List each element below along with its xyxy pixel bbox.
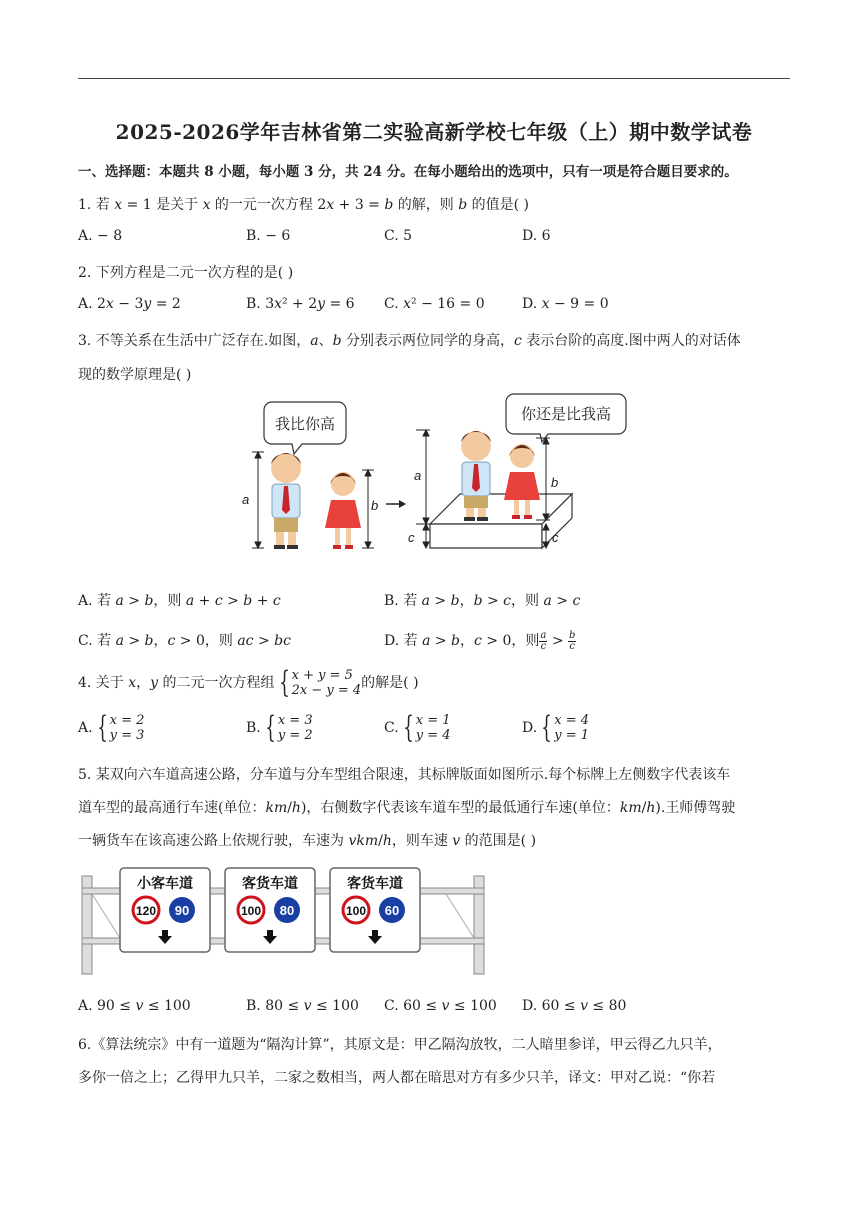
min-speed-value: 60	[384, 903, 400, 918]
fraction-b-over-c: $\frac{b}{c}$	[569, 629, 576, 652]
label-c-right: c	[552, 530, 559, 545]
speech-bubble-left	[264, 402, 346, 454]
bubble-right-text: 你还是比我高	[520, 406, 612, 423]
q2-stem: 2. 下列方程是二元一次方程的是( )	[78, 265, 294, 281]
q3-stem-line1: 3. 不等关系在生活中广泛存在.如图，𝑎、𝑏 分别表示两位同学的身高，𝑐 表示台阶的高度.图中两人的对话体	[78, 333, 741, 349]
q5-option-d: D. 60 ≤ 𝑣 ≤ 80	[522, 998, 627, 1014]
q4-stem-pre: 4. 关于 𝑥，𝑦 的二元一次方程组	[78, 675, 275, 691]
q5-option-c: C. 60 ≤ 𝑣 ≤ 100	[384, 998, 497, 1014]
q3-option-d	[384, 630, 576, 652]
q3-option-d-gt: >	[551, 633, 564, 649]
dimension-c-left	[423, 524, 429, 548]
q1-option-a: A. − 8	[78, 228, 123, 244]
q2-option-b: B. 3𝑥² + 2𝑦 = 6	[246, 296, 355, 312]
q5-option-b: B. 80 ≤ 𝑣 ≤ 100	[246, 998, 359, 1014]
q3-option-b: B. 若 𝑎 > 𝑏，𝑏 > 𝑐，则 𝑎 > 𝑐	[384, 593, 581, 609]
header-rule	[78, 78, 790, 79]
q4-option-d: D. { 𝑥 = 4 𝑦 = 1	[522, 710, 590, 745]
q4-option-c: C. { 𝑥 = 1 𝑦 = 4	[384, 710, 451, 745]
q4-stem	[78, 665, 419, 700]
q2-option-a: A. 2𝑥 − 3𝑦 = 2	[78, 296, 181, 312]
q5-option-a: A. 90 ≤ 𝑣 ≤ 100	[78, 998, 191, 1014]
q3-option-c: C. 若 𝑎 > 𝑏，𝑐 > 0，则 𝑎𝑐 > 𝑏𝑐	[78, 633, 291, 649]
q4-option-b: B. { 𝑥 = 3 𝑦 = 2	[246, 710, 313, 745]
label-c-left: c	[408, 530, 415, 545]
q5-speed-sign-figure	[80, 864, 488, 978]
q4-stem-post: 的解是( )	[361, 675, 419, 691]
label-b-right: b	[551, 475, 559, 490]
boy-right	[461, 431, 491, 521]
dimension-a-left	[252, 452, 264, 548]
q6-stem-line1: 6.《算法统宗》中有一道题为“隔沟计算”，其原文是：甲乙隔沟放牧，二人暗里参详，甲云得乙九只羊，	[78, 1037, 722, 1053]
sign-title: 小客车道	[137, 875, 193, 891]
max-speed-value: 120	[135, 904, 157, 918]
label-a-left: a	[242, 492, 250, 507]
max-speed-value: 100	[240, 904, 262, 918]
section-heading: 一、选择题：本题共 8 小题，每小题 3 分，共 24 分。在每小题给出的选项中，只有一项是符合题目要求的。	[78, 164, 738, 180]
q3-stem-line2: 现的数学原理是( )	[78, 367, 192, 383]
transition-arrow	[386, 500, 406, 508]
page-title: 2025-2026学年吉林省第二实验高新学校七年级（上）期中数学试卷	[115, 120, 753, 144]
speed-sign	[120, 868, 210, 952]
fraction-a-over-c: $\frac{a}{c}$	[540, 629, 547, 652]
q4-option-a: A. { 𝑥 = 2 𝑦 = 3	[78, 710, 145, 745]
label-a-right: a	[414, 468, 422, 483]
q1-stem: 1. 若 𝑥 = 1 是关于 𝑥 的一元一次方程 2𝑥 + 3 = 𝑏 的解，则 𝑏 的值是( )	[78, 197, 530, 213]
max-speed-value: 100	[345, 904, 367, 918]
min-speed-value: 90	[174, 903, 190, 918]
q2-option-c: C. 𝑥² − 16 = 0	[384, 296, 485, 312]
boy-left	[271, 453, 301, 549]
sign-title: 客货车道	[242, 875, 298, 891]
q4-equation-system: { 𝑥 + 𝑦 = 5 2𝑥 − 𝑦 = 4	[278, 665, 362, 700]
q1-option-b: B. − 6	[246, 228, 291, 244]
speed-sign	[330, 868, 420, 952]
girl-left	[325, 472, 361, 549]
label-b-left: b	[371, 498, 379, 513]
q3-figure	[230, 392, 640, 557]
q3-option-a: A. 若 𝑎 > 𝑏，则 𝑎 + 𝑐 > 𝑏 + 𝑐	[78, 593, 281, 609]
q1-option-c: C. 5	[384, 228, 413, 244]
q5-stem-line2: 道车型的最高通行车速(单位：𝑘𝑚/ℎ)，右侧数字代表该车道车型的最低通行车速(单位：𝑘𝑚/ℎ).王师傅驾驶	[78, 800, 736, 816]
q2-option-d: D. 𝑥 − 9 = 0	[522, 296, 609, 312]
q5-stem-line1: 5. 某双向六车道高速公路，分车道与分车型组合限速，其标牌版面如图所示.每个标牌上左侧数字代表该车	[78, 767, 731, 783]
q5-stem-line3: 一辆货车在该高速公路上依规行驶，车速为 𝑣𝑘𝑚/ℎ，则车速 𝑣 的范围是( )	[78, 833, 537, 849]
bubble-left-text: 我比你高	[274, 416, 336, 433]
step-platform	[430, 494, 572, 548]
q6-stem-line2: 多你一倍之上；乙得甲九只羊，二家之数相当，两人都在暗思对方有多少只羊，译文：甲对乙说：“你若	[78, 1070, 716, 1086]
sign-title: 客货车道	[347, 875, 403, 891]
speed-sign	[225, 868, 315, 952]
q3-option-d-text: D. 若 𝑎 > 𝑏，𝑐 > 0，则	[384, 633, 540, 649]
speech-bubble-right	[506, 394, 626, 442]
q1-option-d: D. 6	[522, 228, 551, 244]
min-speed-value: 80	[279, 903, 295, 918]
